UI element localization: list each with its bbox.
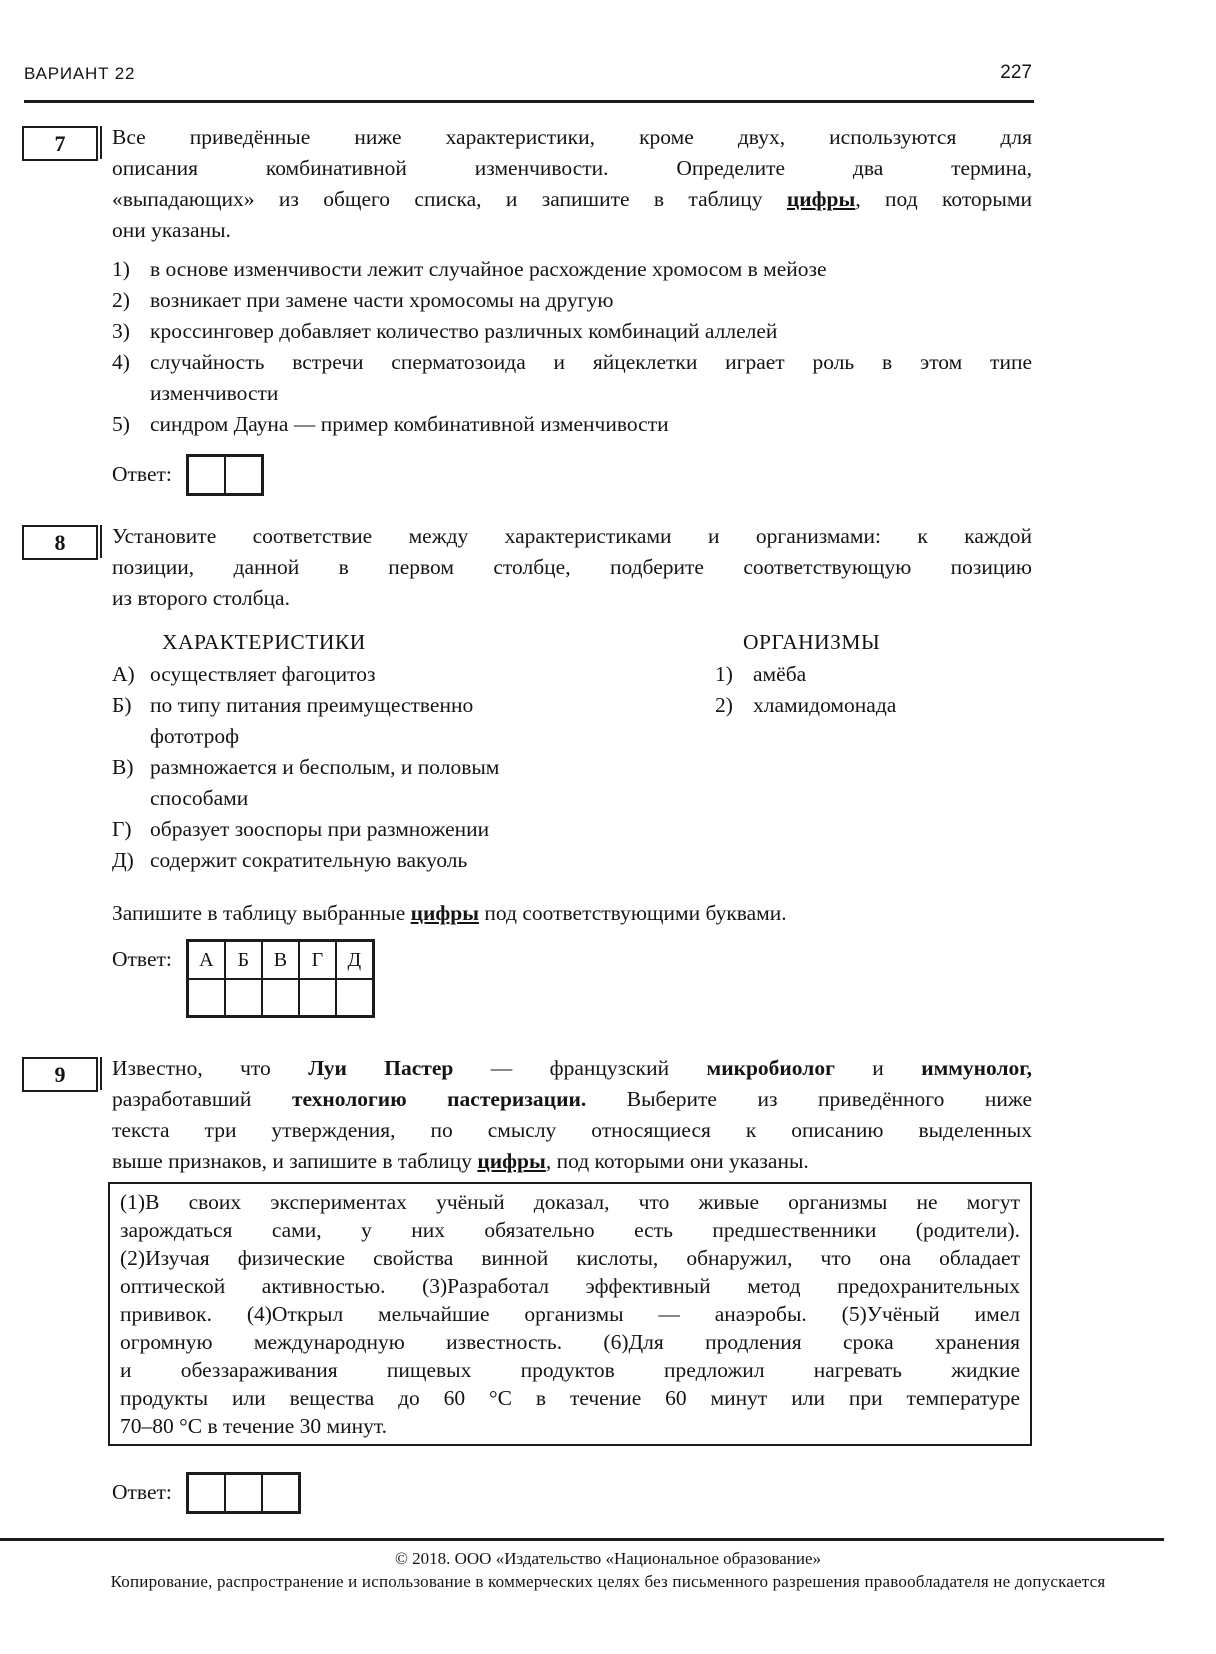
text-line: Известно, что Луи Пастер — французский микробиолог и иммунолог, <box>112 1056 1033 1080</box>
page-footer <box>8 1547 1208 1593</box>
text-line: фототроф <box>150 724 240 748</box>
text-line: (1)В своих экспериментах учёный доказал, что живые организмы не могут <box>120 1190 1020 1214</box>
list-item <box>112 845 672 876</box>
list-item <box>112 285 1032 316</box>
text-line: в основе изменчивости лежит случайное расхождение хромосом в мейозе <box>150 257 827 281</box>
organisms-list <box>715 659 1015 721</box>
list-item-marker: 5) <box>112 412 130 436</box>
text-line: способами <box>150 786 249 810</box>
text-line: позиции, данной в первом столбце, подберите соответствующую позицию <box>112 555 1032 579</box>
list-item <box>112 316 1032 347</box>
list-item-marker: 1) <box>715 662 733 686</box>
question-8 <box>0 521 1216 1018</box>
question-9-number-box <box>22 1057 98 1092</box>
question-number: 9 <box>54 1061 66 1087</box>
question-number-tail <box>100 1057 102 1090</box>
text-line: Все приведённые ниже характеристики, кроме двух, используются для <box>112 125 1032 149</box>
list-item <box>112 752 672 814</box>
text-line: текста три утверждения, по смыслу относящиеся к описанию выделенных <box>112 1118 1032 1142</box>
text-line: Установите соответствие между характеристиками и организмами: к каждой <box>112 524 1032 548</box>
list-item <box>112 814 672 845</box>
answer-cell <box>262 979 299 1016</box>
text-line: и обеззараживания пищевых продуктов предложил нагревать жидкие <box>120 1358 1020 1382</box>
list-item-marker: Г) <box>112 817 132 841</box>
list-item-marker: 2) <box>715 693 733 717</box>
answer-label: Ответ: <box>112 947 172 971</box>
answer-label: Ответ: <box>112 462 172 486</box>
question-8-number-box <box>22 525 98 560</box>
question-8-matching-block <box>112 627 1032 876</box>
list-item <box>112 659 672 690</box>
question-number: 7 <box>54 130 66 156</box>
answer-input-row <box>188 1474 299 1512</box>
answer-cell <box>262 1474 299 1512</box>
list-item-marker: Д) <box>112 848 134 872</box>
text-line: Запишите в таблицу выбранные цифры под соответствующими буквами. <box>112 901 787 925</box>
list-item-text <box>150 347 1032 409</box>
question-9-answer <box>112 1472 1032 1514</box>
text-line: (2)Изучая физические свойства винной кислоты, обнаружил, что она обладает <box>120 1246 1020 1270</box>
question-7-number-box <box>22 126 98 161</box>
text-line: прививок. (4)Открыл мельчайшие организмы — анаэробы. (5)Учёный имел <box>120 1302 1020 1326</box>
text-line: размножается и бесполым, и половым <box>150 755 500 779</box>
text-line: случайность встречи сперматозоида и яйцеклетки играет роль в этом типе <box>150 350 1032 374</box>
answer-cell <box>225 1474 262 1512</box>
list-item-text <box>150 845 672 876</box>
answer-label: Ответ: <box>112 1480 172 1504</box>
legal-line: Копирование, распространение и использование в коммерческих целях без письменного разрешения правообладателя не допускается <box>110 1572 1106 1591</box>
text-line: оптической активностью. (3)Разработал эффективный метод предохранительных <box>120 1274 1020 1298</box>
text-line: образует зооспоры при размножении <box>150 817 490 841</box>
answer-input-row <box>188 979 373 1016</box>
text-line: зарождаться сами, у них обязательно есть предшественники (родители). <box>120 1218 1020 1242</box>
list-item <box>112 347 1032 409</box>
list-item-text <box>150 752 672 814</box>
list-item-text <box>150 690 672 752</box>
question-8-text <box>112 521 1032 614</box>
answer-cell <box>225 456 262 494</box>
question-7-answer <box>112 454 1032 496</box>
list-item <box>112 409 1032 440</box>
list-item <box>715 659 1015 690</box>
list-item-text <box>753 659 1015 690</box>
question-9-answer-table <box>186 1472 301 1514</box>
list-item-text <box>150 814 672 845</box>
text-line: 70–80 °С в течение 30 минут. <box>120 1414 388 1438</box>
text-line: выше признаков, и запишите в таблицу цифры, под которыми они указаны. <box>112 1149 809 1173</box>
list-item-text <box>150 285 1032 316</box>
list-item-text <box>150 316 1032 347</box>
answer-cell <box>188 456 225 494</box>
copyright-line: © 2018. ООО «Издательство «Национальное образование» <box>394 1549 822 1568</box>
variant-label: ВАРИАНТ 22 <box>24 64 136 83</box>
text-line: синдром Дауна — пример комбинативной изменчивости <box>150 412 669 436</box>
text-line: амёба <box>753 662 807 686</box>
question-7 <box>0 122 1216 496</box>
answer-cell <box>188 1474 225 1512</box>
answer-column-letter: Г <box>299 941 336 979</box>
question-number-tail <box>100 525 102 558</box>
list-item-text <box>150 409 1032 440</box>
text-line: кроссинговер добавляет количество различных комбинаций аллелей <box>150 319 778 343</box>
question-8-answer-table <box>186 939 375 1018</box>
page-header <box>24 62 1032 84</box>
question-9 <box>0 1053 1216 1514</box>
question-number: 8 <box>54 529 66 555</box>
list-item-marker: Б) <box>112 693 132 717</box>
text-line: из второго столбца. <box>112 586 290 610</box>
answer-column-letter: Д <box>336 941 373 979</box>
list-item-marker: 4) <box>112 350 130 374</box>
list-item-text <box>753 690 1015 721</box>
question-8-instruction <box>112 898 1032 929</box>
answer-cell <box>188 979 225 1016</box>
list-item-marker: А) <box>112 662 135 686</box>
question-7-text <box>112 122 1032 246</box>
list-item-marker: 3) <box>112 319 130 343</box>
text-line: разработавший технологию пастеризации. Выберите из приведённого ниже <box>112 1087 1032 1111</box>
question-8-answer <box>112 939 1032 1018</box>
list-item-marker: 2) <box>112 288 130 312</box>
question-number-tail <box>100 126 102 159</box>
list-item <box>715 690 1015 721</box>
text-line: осуществляет фагоцитоз <box>150 662 376 686</box>
text-line: содержит сократительную вакуоль <box>150 848 468 872</box>
list-item-marker: 1) <box>112 257 130 281</box>
answer-input-row <box>188 456 262 494</box>
answer-cell <box>299 979 336 1016</box>
list-item-marker: В) <box>112 755 134 779</box>
question-9-passage-box <box>108 1182 1032 1446</box>
question-9-text <box>112 1053 1032 1177</box>
text-line: они указаны. <box>112 218 231 242</box>
text-line: огромную международную известность. (6)Для продления срока хранения <box>120 1330 1020 1354</box>
answer-cell <box>225 979 262 1016</box>
answer-column-letter: Б <box>225 941 262 979</box>
answer-column-letter: А <box>188 941 225 979</box>
list-item-text <box>150 659 672 690</box>
characteristics-list <box>112 659 672 876</box>
text-line: продукты или вещества до 60 °С в течение 60 минут или при температуре <box>120 1386 1020 1410</box>
text-line: хламидомонада <box>753 693 897 717</box>
list-item-text <box>150 254 1032 285</box>
list-item <box>112 690 672 752</box>
text-line: возникает при замене части хромосомы на другую <box>150 288 614 312</box>
text-line: «выпадающих» из общего списка, и запишите в таблицу цифры, под которыми <box>112 187 1032 211</box>
list-item <box>112 254 1032 285</box>
page-number: 227 <box>1000 62 1032 83</box>
characteristics-header: ХАРАКТЕРИСТИКИ <box>162 630 366 654</box>
footer-rule <box>0 1538 1164 1541</box>
text-line: изменчивости <box>150 381 279 405</box>
question-7-options <box>112 254 1032 440</box>
text-line: по типу питания преимущественно <box>150 693 474 717</box>
organisms-header: ОРГАНИЗМЫ <box>743 630 881 654</box>
answer-cell <box>336 979 373 1016</box>
answer-header-row <box>188 941 373 979</box>
header-rule <box>24 100 1034 103</box>
text-line: описания комбинативной изменчивости. Определите два термина, <box>112 156 1032 180</box>
question-7-answer-table <box>186 454 264 496</box>
answer-column-letter: В <box>262 941 299 979</box>
